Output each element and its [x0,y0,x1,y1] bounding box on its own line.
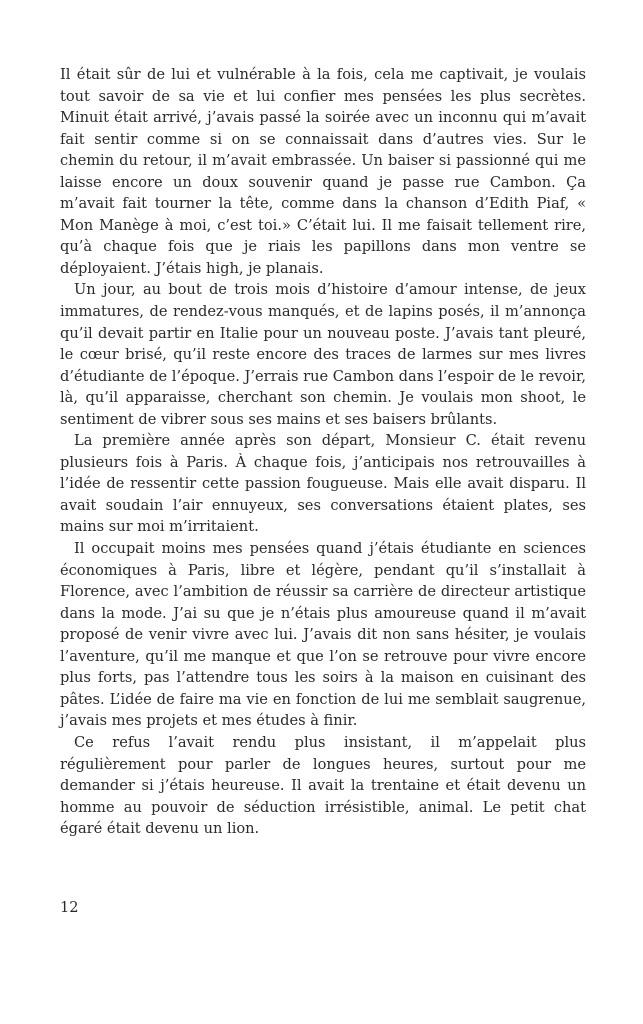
page-number: 12 [60,899,79,916]
paragraph-1: Il était sûr de lui et vulnérable à la fois, cela me captivait, je voulais tout savoir de sa vie et lui confier mes pensées les plus secrètes. Minuit était arrivé, j’avais passé la soirée avec un inconnu qui m’avait fait sentir comme si on se connaissait dans d’autres vies. Sur le chemin du retour, il m’avait embrassée. Un baiser si passionné qui me laisse encore un doux souvenir quand je passe rue Cambon. Ça m’avait fait tourner la tête, comme dans la chanson d’Edith Piaf, « Mon Manège à moi, c’est toi.» C’était lui. Il me faisait tellement rire, qu’à chaque fois que je riais les papillons dans mon ventre se déployaient. J’étais high, je planais. [60,66,586,277]
paragraph-3: La première année après son départ, Monsieur C. était revenu plusieurs fois à Paris. À chaque fois, j’anticipais nos retrouvailles à l’idée de ressentir cette passion fougueuse. Mais elle avait disparu. Il avait soudain l’air ennuyeux, ses conversations étaient plates, ses mains sur moi m’irritaient. [60,432,586,536]
paragraph-2: Un jour, au bout de trois mois d’histoire d’amour intense, de jeux immatures, de rendez-vous manqués, et de lapins posés, il m’annonça qu’il devait partir en Italie pour un nouveau poste. J’avais tant pleuré, le cœur brisé, qu’il reste encore des traces de larmes sur mes livres d’étudiante de l’époque. J’errais rue Cambon dans l’espoir de le revoir, là, qu’il apparaisse, cherchant son chemin. Je voulais mon shoot, le sentiment de vibrer sous ses mains et ses baisers brûlants. [60,281,586,428]
page-body [60,64,586,840]
paragraph-4: Il occupait moins mes pensées quand j’étais étudiante en sciences économiques à Paris, libre et légère, pendant qu’il s’installait à Florence, avec l’ambition de réussir sa carrière de directeur artistique dans la mode. J’ai su que je n’étais plus amoureuse quand il m’avait proposé de venir vivre avec lui. J’avais dit non sans hésiter, je voulais l’aventure, qu’il me manque et que l’on se retrouve pour vivre encore plus forts, pas l’attendre tous les soirs à la maison en cuisinant des pâtes. L’idée de faire ma vie en fonction de lui me semblait saugrenue, j’avais mes projets et mes études à finir. [60,540,586,730]
paragraph-5: Ce refus l’avait rendu plus insistant, il m’appelait plus régulièrement pour parler de longues heures, surtout pour me demander si j’étais heureuse. Il avait la trentaine et était devenu un homme au pouvoir de séduction irrésistible, animal. Le petit chat égaré était devenu un lion. [60,733,586,838]
